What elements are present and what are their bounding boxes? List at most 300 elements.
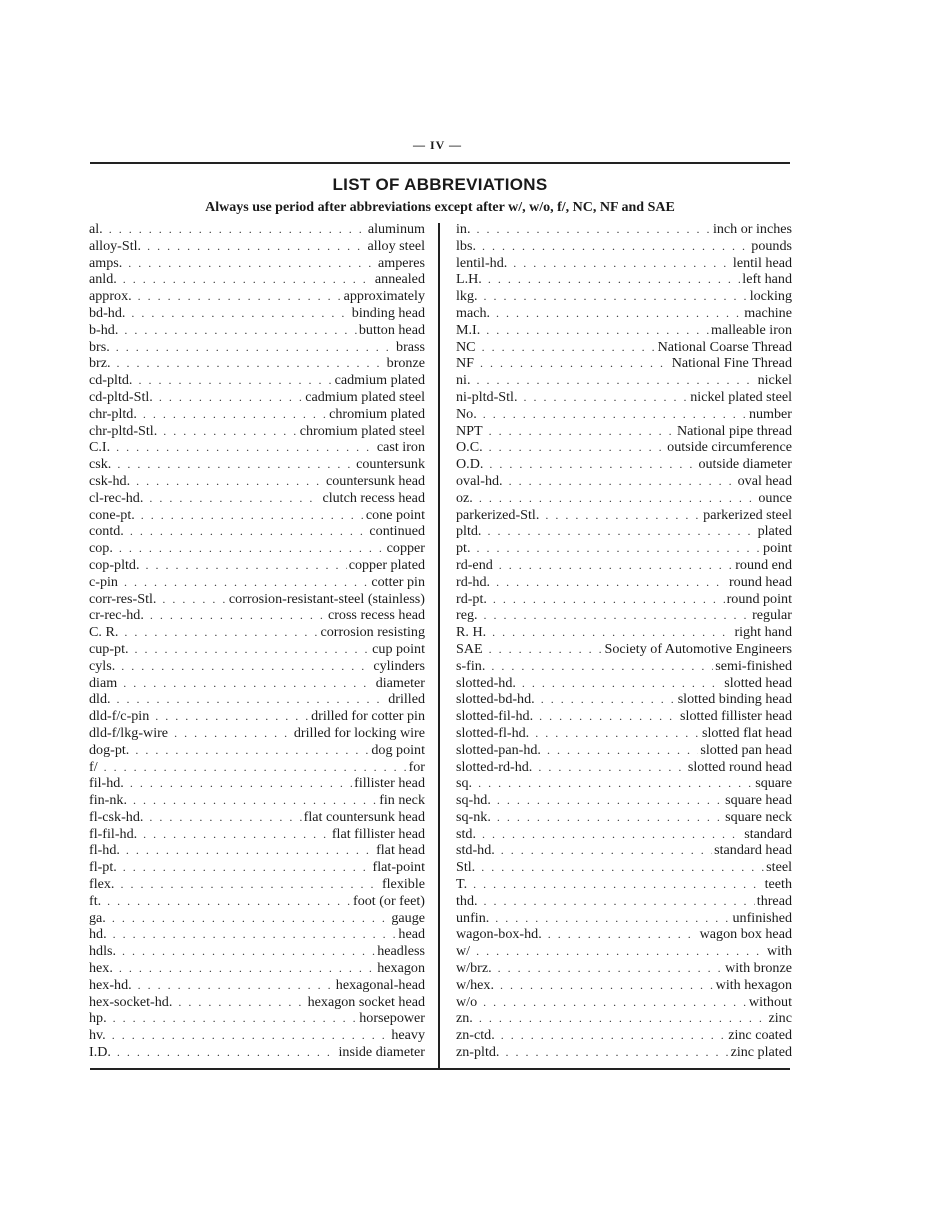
abbreviation-entry bbox=[456, 473, 792, 490]
abbreviation-entry bbox=[89, 859, 425, 876]
abbreviation-meaning: inch or inches bbox=[712, 221, 792, 237]
abbreviation-meaning: slotted binding head bbox=[677, 691, 792, 708]
dot-leader bbox=[135, 742, 369, 759]
abbreviation-term: ga. bbox=[89, 909, 106, 926]
abbreviation-entry bbox=[456, 591, 792, 608]
dot-leader bbox=[117, 355, 385, 372]
abbreviation-entry bbox=[456, 691, 792, 708]
abbreviation-term: flex. bbox=[89, 876, 115, 893]
dot-leader bbox=[143, 406, 327, 423]
abbreviation-meaning: thread bbox=[756, 892, 792, 909]
abbreviation-entry bbox=[89, 775, 425, 792]
abbreviation-meaning: amperes bbox=[378, 254, 425, 271]
abbreviation-term: cl-rec-hd. bbox=[89, 489, 144, 506]
abbreviation-meaning: lentil head bbox=[732, 254, 792, 271]
abbreviation-meaning: cylinders bbox=[373, 657, 425, 674]
abbreviation-meaning: heavy bbox=[391, 1027, 425, 1044]
abbreviation-meaning: slotted head bbox=[724, 674, 792, 691]
abbreviation-term: alloy-Stl. bbox=[89, 237, 142, 254]
dot-leader bbox=[545, 507, 701, 524]
abbreviation-term: T. bbox=[456, 876, 468, 893]
abbreviation-term: fil-hd. bbox=[89, 775, 124, 792]
abbreviation-meaning: continued bbox=[369, 523, 425, 540]
dot-leader bbox=[505, 1044, 728, 1061]
abbreviation-term: pltd. bbox=[456, 523, 482, 540]
abbreviation-meaning: square head bbox=[725, 792, 792, 809]
abbreviation-entry bbox=[89, 960, 425, 977]
abbreviation-meaning: with bbox=[766, 943, 792, 960]
abbreviation-meaning: number bbox=[748, 405, 792, 422]
abbreviation-term: fl-fil-hd. bbox=[89, 825, 138, 842]
abbreviation-entry bbox=[89, 725, 425, 742]
dot-leader bbox=[541, 691, 676, 708]
abbreviation-meaning: foot (or feet) bbox=[353, 892, 425, 909]
abbreviation-term: b-hd. bbox=[89, 321, 119, 338]
abbreviation-meaning: right hand bbox=[734, 624, 792, 641]
abbreviation-meaning: fin neck bbox=[379, 792, 425, 809]
abbreviation-meaning: dog point bbox=[371, 741, 425, 758]
abbreviation-entry bbox=[456, 708, 792, 725]
abbreviation-meaning: zinc bbox=[768, 1010, 792, 1027]
abbreviation-meaning: cotter pin bbox=[371, 573, 425, 590]
abbreviation-term: chr-pltd. bbox=[89, 405, 137, 422]
abbreviation-term: L.H. bbox=[456, 271, 482, 288]
abbreviation-meaning: diameter bbox=[375, 674, 425, 691]
left-abbreviation-column bbox=[89, 221, 425, 1061]
dot-leader bbox=[493, 591, 725, 608]
abbreviation-meaning: flat-point bbox=[372, 859, 425, 876]
dot-leader bbox=[117, 456, 354, 473]
dot-leader bbox=[162, 591, 226, 608]
abbreviation-entry bbox=[89, 826, 425, 843]
dot-leader bbox=[484, 288, 748, 305]
abbreviation-entry bbox=[456, 322, 792, 339]
abbreviation-term: mach. bbox=[456, 304, 491, 321]
abbreviation-term: slotted-pan-hd. bbox=[456, 741, 541, 758]
abbreviation-meaning: approximately bbox=[343, 288, 425, 305]
abbreviation-meaning: countersunk bbox=[356, 456, 425, 473]
abbreviation-entry bbox=[89, 574, 425, 591]
abbreviation-term: chr-pltd-Stl. bbox=[89, 422, 158, 439]
dot-leader bbox=[500, 977, 714, 994]
dot-leader bbox=[496, 305, 742, 322]
dot-leader bbox=[123, 271, 373, 288]
bottom-rule bbox=[90, 1068, 790, 1070]
abbreviation-entry bbox=[456, 423, 792, 440]
dot-leader bbox=[150, 607, 326, 624]
abbreviation-term: hdls. bbox=[89, 943, 117, 960]
abbreviation-term: hex. bbox=[89, 960, 113, 977]
abbreviation-term: wagon-box-hd. bbox=[456, 926, 542, 943]
abbreviation-entry bbox=[456, 540, 792, 557]
abbreviation-meaning: inside diameter bbox=[338, 1044, 425, 1061]
abbreviation-entry bbox=[89, 557, 425, 574]
abbreviation-meaning: without bbox=[748, 993, 792, 1010]
dot-leader bbox=[477, 221, 711, 238]
abbreviation-entry bbox=[456, 557, 792, 574]
dot-leader bbox=[478, 775, 753, 792]
abbreviation-entry bbox=[89, 876, 425, 893]
abbreviation-term: cr-rec-hd. bbox=[89, 607, 144, 624]
abbreviation-entry bbox=[89, 439, 425, 456]
abbreviation-meaning: semi-finished bbox=[715, 657, 792, 674]
abbreviation-meaning: steel bbox=[766, 859, 792, 876]
abbreviation-meaning: cross recess head bbox=[327, 607, 425, 624]
abbreviation-meaning: fillister head bbox=[354, 775, 425, 792]
abbreviation-entry bbox=[89, 994, 425, 1011]
abbreviation-meaning: cast iron bbox=[376, 439, 425, 456]
dot-leader bbox=[116, 439, 375, 456]
abbreviation-entry bbox=[456, 809, 792, 826]
abbreviation-term: dog-pt. bbox=[89, 741, 130, 758]
abbreviation-entry bbox=[456, 792, 792, 809]
abbreviation-meaning: drilled for cotter pin bbox=[311, 708, 425, 725]
abbreviation-meaning: cup point bbox=[372, 640, 425, 657]
abbreviation-entry bbox=[456, 574, 792, 591]
dot-leader bbox=[513, 255, 731, 272]
dot-leader bbox=[489, 439, 666, 456]
dot-leader bbox=[112, 1027, 390, 1044]
abbreviation-meaning: copper bbox=[386, 540, 425, 557]
abbreviation-meaning: zinc coated bbox=[728, 1027, 792, 1044]
abbreviation-entry bbox=[456, 859, 792, 876]
abbreviation-term: NC bbox=[456, 338, 476, 355]
abbreviation-meaning: left hand bbox=[742, 271, 792, 288]
abbreviation-meaning: standard head bbox=[714, 842, 792, 859]
dot-leader bbox=[489, 456, 696, 473]
dot-leader bbox=[155, 708, 309, 725]
abbreviation-entry bbox=[456, 960, 792, 977]
dot-leader bbox=[130, 775, 352, 792]
dot-leader bbox=[538, 759, 686, 776]
abbreviation-entry bbox=[456, 456, 792, 473]
abbreviation-term: brs. bbox=[89, 338, 110, 355]
dot-leader bbox=[146, 557, 347, 574]
abbreviation-meaning: cadmium plated steel bbox=[305, 388, 425, 405]
abbreviation-entry bbox=[89, 523, 425, 540]
abbreviation-entry bbox=[89, 591, 425, 608]
abbreviation-term: parkerized-Stl. bbox=[456, 506, 540, 523]
abbreviation-entry bbox=[456, 742, 792, 759]
column-divider bbox=[438, 223, 440, 1068]
abbreviation-meaning: oval head bbox=[737, 472, 792, 489]
dot-leader bbox=[483, 994, 747, 1011]
abbreviation-entry bbox=[456, 523, 792, 540]
abbreviation-term: slotted-fil-hd. bbox=[456, 708, 534, 725]
abbreviation-entry bbox=[89, 792, 425, 809]
abbreviation-meaning: malleable iron bbox=[710, 321, 792, 338]
abbreviation-term: bd-hd. bbox=[89, 304, 126, 321]
abbreviation-term: zn-ctd. bbox=[456, 1027, 495, 1044]
abbreviation-entry bbox=[89, 288, 425, 305]
abbreviation-term: Stl. bbox=[456, 859, 476, 876]
abbreviation-term: al. bbox=[89, 221, 103, 237]
abbreviation-term: cd-pltd. bbox=[89, 372, 133, 389]
abbreviation-entry bbox=[456, 826, 792, 843]
abbreviation-meaning: zinc plated bbox=[730, 1044, 792, 1061]
abbreviation-term: No. bbox=[456, 405, 477, 422]
abbreviation-term: cop-pltd. bbox=[89, 556, 140, 573]
abbreviation-entry bbox=[89, 322, 425, 339]
dot-leader bbox=[479, 1010, 767, 1027]
abbreviation-term: NF bbox=[456, 355, 475, 372]
abbreviation-term: zn. bbox=[456, 1010, 473, 1027]
dot-leader bbox=[477, 372, 756, 389]
abbreviation-entry bbox=[89, 624, 425, 641]
abbreviation-meaning: cone point bbox=[365, 506, 425, 523]
abbreviation-term: ft. bbox=[89, 892, 102, 909]
abbreviation-meaning: countersunk head bbox=[325, 472, 425, 489]
abbreviation-meaning: nickel bbox=[757, 372, 792, 389]
abbreviation-term: in. bbox=[456, 221, 471, 237]
abbreviation-entry bbox=[89, 1044, 425, 1061]
abbreviation-entry bbox=[456, 1044, 792, 1061]
abbreviation-term: std. bbox=[456, 825, 476, 842]
abbreviation-meaning: standard bbox=[744, 825, 792, 842]
abbreviation-meaning: corrosion-resistant-steel (stainless) bbox=[228, 590, 425, 607]
abbreviation-meaning: alloy steel bbox=[367, 237, 425, 254]
abbreviation-entry bbox=[89, 759, 425, 776]
dot-leader bbox=[482, 826, 742, 843]
abbreviation-term: f/ bbox=[89, 758, 98, 775]
abbreviation-term: approx. bbox=[89, 288, 132, 305]
abbreviation-term: I.D. bbox=[89, 1044, 111, 1061]
abbreviation-meaning: pounds bbox=[751, 237, 792, 254]
abbreviation-entry bbox=[89, 893, 425, 910]
dot-leader bbox=[492, 624, 732, 641]
dot-leader bbox=[479, 490, 757, 507]
abbreviation-term: oval-hd. bbox=[456, 472, 503, 489]
dot-leader bbox=[499, 557, 733, 574]
abbreviation-meaning: binding head bbox=[351, 304, 425, 321]
abbreviation-term: dld-f/c-pin bbox=[89, 708, 150, 725]
abbreviation-meaning: clutch recess head bbox=[322, 489, 425, 506]
abbreviation-entry bbox=[456, 842, 792, 859]
dot-leader bbox=[117, 1044, 337, 1061]
dot-leader bbox=[159, 389, 303, 406]
abbreviation-entry bbox=[456, 943, 792, 960]
page-number: — IV — bbox=[412, 138, 463, 152]
abbreviation-entry bbox=[89, 372, 425, 389]
dot-leader bbox=[131, 305, 349, 322]
page-subtitle: Always use period after abbreviations except after w/, w/o, f/, NC, NF and SAE bbox=[205, 200, 675, 215]
abbreviation-entry bbox=[456, 271, 792, 288]
abbreviation-meaning: drilled for locking wire bbox=[293, 724, 425, 741]
dot-leader bbox=[123, 859, 371, 876]
abbreviation-term: ni-pltd-Stl. bbox=[456, 388, 518, 405]
abbreviation-term: w/ bbox=[456, 943, 471, 960]
abbreviation-entry bbox=[89, 473, 425, 490]
abbreviation-term: dld-f/lkg-wire bbox=[89, 724, 169, 741]
abbreviation-entry bbox=[456, 926, 792, 943]
abbreviation-entry bbox=[456, 507, 792, 524]
abbreviation-term: cup-pt. bbox=[89, 640, 129, 657]
abbreviation-meaning: brass bbox=[396, 338, 425, 355]
abbreviation-term: O.D. bbox=[456, 456, 484, 473]
abbreviation-meaning: with bronze bbox=[725, 960, 792, 977]
dot-leader bbox=[163, 423, 298, 440]
abbreviation-term: rd-hd. bbox=[456, 573, 491, 590]
dot-leader bbox=[497, 809, 723, 826]
abbreviation-term: ni. bbox=[456, 372, 471, 389]
abbreviation-entry bbox=[456, 490, 792, 507]
abbreviation-term: lbs. bbox=[456, 237, 476, 254]
abbreviation-entry bbox=[89, 271, 425, 288]
dot-leader bbox=[484, 607, 751, 624]
abbreviation-meaning: unfinished bbox=[732, 909, 792, 926]
abbreviation-meaning: aluminum bbox=[367, 221, 425, 237]
abbreviation-entry bbox=[89, 1027, 425, 1044]
right-abbreviation-column bbox=[456, 221, 792, 1061]
abbreviation-entry bbox=[89, 641, 425, 658]
abbreviation-meaning: head bbox=[398, 926, 425, 943]
abbreviation-meaning: headless bbox=[377, 943, 425, 960]
abbreviation-meaning: cadmium plated bbox=[334, 372, 425, 389]
abbreviation-entry bbox=[89, 456, 425, 473]
abbreviation-entry bbox=[89, 658, 425, 675]
abbreviation-meaning: chromium plated bbox=[329, 405, 425, 422]
dot-leader bbox=[141, 507, 364, 524]
abbreviation-entry bbox=[89, 540, 425, 557]
abbreviation-term: sq-hd. bbox=[456, 792, 491, 809]
abbreviation-term: w/brz. bbox=[456, 960, 492, 977]
abbreviation-term: slotted-bd-hd. bbox=[456, 691, 535, 708]
dot-leader bbox=[178, 994, 305, 1011]
abbreviation-meaning: corrosion resisting bbox=[320, 624, 425, 641]
abbreviation-entry bbox=[456, 977, 792, 994]
dot-leader bbox=[121, 658, 371, 675]
abbreviation-term: fin-nk. bbox=[89, 792, 127, 809]
dot-leader bbox=[497, 792, 723, 809]
abbreviation-meaning: flat head bbox=[376, 842, 425, 859]
abbreviation-meaning: slotted pan head bbox=[700, 741, 792, 758]
abbreviation-term: slotted-fl-hd. bbox=[456, 724, 530, 741]
dot-leader bbox=[486, 322, 709, 339]
abbreviation-term: lentil-hd. bbox=[456, 254, 508, 271]
abbreviation-term: unfin. bbox=[456, 909, 490, 926]
abbreviation-term: C.I. bbox=[89, 439, 111, 456]
abbreviation-term: brz. bbox=[89, 355, 111, 372]
abbreviation-entry bbox=[456, 624, 792, 641]
abbreviation-term: hex-socket-hd. bbox=[89, 993, 173, 1010]
abbreviation-entry bbox=[456, 406, 792, 423]
abbreviation-entry bbox=[89, 339, 425, 356]
abbreviation-term: slotted-hd. bbox=[456, 674, 516, 691]
abbreviation-term: M.I. bbox=[456, 321, 481, 338]
abbreviation-meaning: regular bbox=[752, 607, 792, 624]
abbreviation-term: SAE bbox=[456, 640, 483, 657]
abbreviation-term: hp. bbox=[89, 1010, 107, 1027]
dot-leader bbox=[483, 406, 747, 423]
abbreviation-meaning: Society of Automotive Engineers bbox=[604, 640, 792, 657]
abbreviation-entry bbox=[89, 842, 425, 859]
abbreviation-meaning: nickel plated steel bbox=[690, 388, 792, 405]
abbreviation-entry bbox=[89, 691, 425, 708]
dot-leader bbox=[143, 826, 330, 843]
dot-leader bbox=[491, 658, 713, 675]
abbreviation-meaning: hexagon bbox=[377, 960, 425, 977]
abbreviation-entry bbox=[456, 255, 792, 272]
abbreviation-entry bbox=[456, 238, 792, 255]
abbreviation-meaning: National pipe thread bbox=[676, 422, 792, 439]
abbreviation-term: lkg. bbox=[456, 288, 478, 305]
abbreviation-entry bbox=[456, 893, 792, 910]
abbreviation-term: sq-nk. bbox=[456, 808, 491, 825]
dot-leader bbox=[484, 893, 755, 910]
dot-leader bbox=[119, 960, 375, 977]
abbreviation-meaning: point bbox=[763, 540, 792, 557]
dot-leader bbox=[135, 641, 371, 658]
dot-leader bbox=[107, 893, 351, 910]
abbreviation-meaning: machine bbox=[744, 304, 792, 321]
abbreviation-term: fl-hd. bbox=[89, 842, 120, 859]
abbreviation-term: csk. bbox=[89, 456, 112, 473]
dot-leader bbox=[149, 490, 320, 507]
abbreviation-entry bbox=[456, 658, 792, 675]
abbreviation-meaning: gauge bbox=[391, 909, 425, 926]
dot-leader bbox=[481, 859, 764, 876]
abbreviation-term: reg. bbox=[456, 607, 478, 624]
abbreviation-meaning: round end bbox=[735, 556, 792, 573]
abbreviation-meaning: plated bbox=[757, 523, 792, 540]
abbreviation-term: rd-end bbox=[456, 556, 493, 573]
abbreviation-entry bbox=[456, 876, 792, 893]
abbreviation-entry bbox=[89, 910, 425, 927]
abbreviation-meaning: teeth bbox=[764, 876, 792, 893]
abbreviation-entry bbox=[89, 607, 425, 624]
dot-leader bbox=[138, 372, 332, 389]
dot-leader bbox=[124, 624, 318, 641]
abbreviation-term: NPT bbox=[456, 422, 483, 439]
dot-leader bbox=[174, 725, 292, 742]
abbreviation-entry bbox=[456, 994, 792, 1011]
dot-leader bbox=[501, 842, 712, 859]
abbreviation-term: w/hex. bbox=[456, 976, 494, 993]
dot-leader bbox=[477, 540, 762, 557]
abbreviation-term: sq. bbox=[456, 775, 473, 792]
dot-leader bbox=[124, 322, 356, 339]
dot-leader bbox=[509, 473, 736, 490]
abbreviation-entry bbox=[89, 255, 425, 272]
dot-leader bbox=[104, 759, 407, 776]
abbreviation-entry bbox=[456, 607, 792, 624]
abbreviation-term: dld. bbox=[89, 691, 111, 708]
abbreviation-term: cyls. bbox=[89, 657, 116, 674]
dot-leader bbox=[539, 708, 678, 725]
abbreviation-entry bbox=[89, 926, 425, 943]
abbreviation-entry bbox=[89, 1010, 425, 1027]
abbreviation-entry bbox=[89, 708, 425, 725]
dot-leader bbox=[112, 910, 390, 927]
abbreviation-term: s-fin. bbox=[456, 657, 486, 674]
abbreviation-meaning: flexible bbox=[381, 876, 425, 893]
abbreviation-term: contd. bbox=[89, 523, 124, 540]
abbreviation-entry bbox=[89, 423, 425, 440]
abbreviation-entry bbox=[456, 775, 792, 792]
abbreviation-term: cone-pt. bbox=[89, 506, 135, 523]
abbreviation-entry bbox=[89, 675, 425, 692]
dot-leader bbox=[535, 725, 700, 742]
abbreviation-entry bbox=[456, 641, 792, 658]
abbreviation-meaning: drilled bbox=[388, 691, 425, 708]
abbreviation-term: slotted-rd-hd. bbox=[456, 758, 533, 775]
abbreviation-term: w/o bbox=[456, 993, 478, 1010]
abbreviation-entry bbox=[89, 305, 425, 322]
abbreviation-meaning: chromium plated steel bbox=[299, 422, 425, 439]
abbreviation-entry bbox=[89, 221, 425, 238]
abbreviation-meaning: button head bbox=[358, 321, 425, 338]
dot-leader bbox=[480, 355, 670, 372]
